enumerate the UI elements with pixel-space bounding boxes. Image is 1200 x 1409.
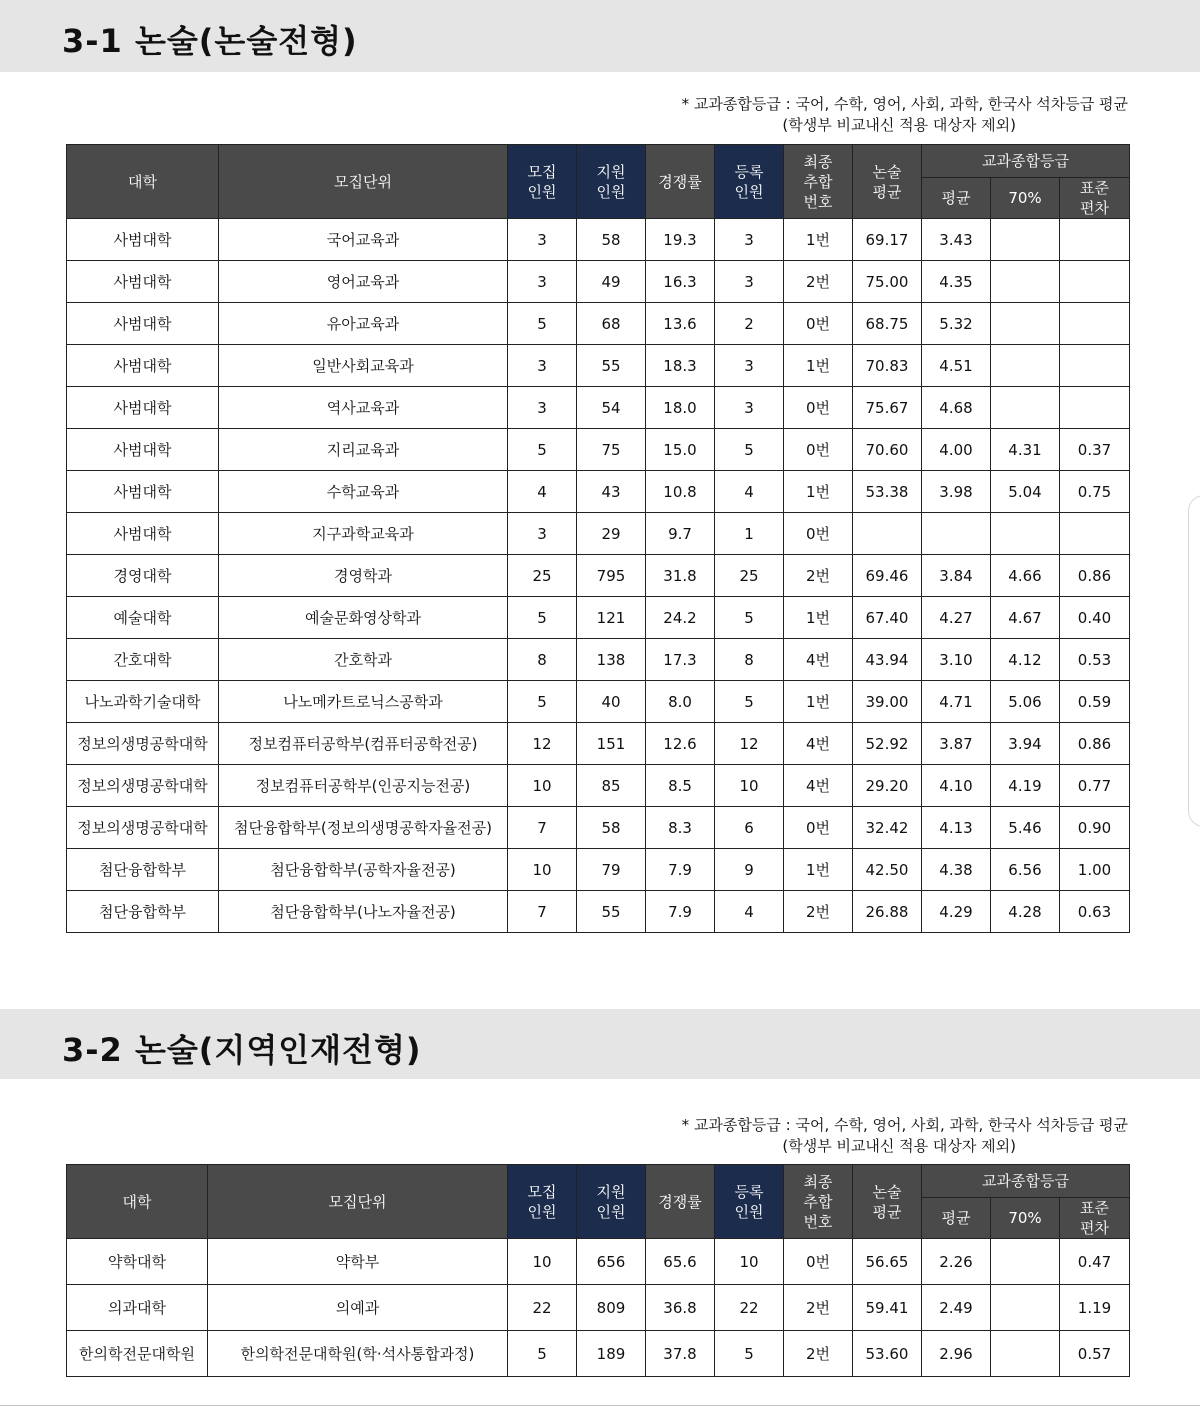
- grade-70-cell: [991, 219, 1060, 261]
- ratio-cell: 31.8: [646, 555, 715, 597]
- college-cell: 정보의생명공학대학: [67, 765, 219, 807]
- grade-70-cell: 4.31: [991, 429, 1060, 471]
- enrolled-cell: 5: [715, 1331, 784, 1377]
- enrolled-cell: 3: [715, 219, 784, 261]
- header-grade-group: 교과종합등급: [922, 1165, 1130, 1198]
- grade-70-cell: [991, 1285, 1060, 1331]
- college-cell: 사범대학: [67, 219, 219, 261]
- table-row: [67, 387, 1130, 429]
- applicants-cell: 151: [577, 723, 646, 765]
- grade-70-cell: [991, 261, 1060, 303]
- unit-cell: 정보컴퓨터공학부(컴퓨터공학전공): [219, 723, 508, 765]
- college-cell: 약학대학: [67, 1239, 208, 1285]
- essay-average-cell: 75.00: [853, 261, 922, 303]
- applicants-cell: 79: [577, 849, 646, 891]
- ratio-cell: 18.3: [646, 345, 715, 387]
- footnote-line: (학생부 비교내신 적용 대상자 제외): [782, 1137, 1016, 1155]
- header-grade-std-dev: 표준 편차: [1060, 178, 1130, 219]
- table-row: [67, 219, 1130, 261]
- unit-cell: 일반사회교육과: [219, 345, 508, 387]
- essay-average-cell: 26.88: [853, 891, 922, 933]
- enrolled-cell: 10: [715, 765, 784, 807]
- college-cell: 간호대학: [67, 639, 219, 681]
- unit-cell: 지구과학교육과: [219, 513, 508, 555]
- applicants-cell: 43: [577, 471, 646, 513]
- section-title: 3-2 논술(지역인재전형): [62, 1031, 422, 1069]
- college-cell: 정보의생명공학대학: [67, 807, 219, 849]
- unit-cell: 국어교육과: [219, 219, 508, 261]
- grade-average-cell: 3.84: [922, 555, 991, 597]
- college-cell: 첨단융합학부: [67, 849, 219, 891]
- grade-std-dev-cell: [1060, 387, 1130, 429]
- header-grade-70: 70%: [991, 1198, 1060, 1239]
- enrolled-cell: 2: [715, 303, 784, 345]
- ratio-cell: 9.7: [646, 513, 715, 555]
- ratio-cell: 24.2: [646, 597, 715, 639]
- table-row: [67, 1239, 1130, 1285]
- grade-70-cell: 4.67: [991, 597, 1060, 639]
- applicants-cell: 85: [577, 765, 646, 807]
- header-quota: 모집 인원: [508, 1165, 577, 1239]
- final-call-cell: 4번: [784, 639, 853, 681]
- final-call-cell: 1번: [784, 219, 853, 261]
- header-final-call: 최종 추합 번호: [784, 145, 853, 219]
- ratio-cell: 13.6: [646, 303, 715, 345]
- essay-average-cell: 70.60: [853, 429, 922, 471]
- table-row: [67, 1285, 1130, 1331]
- header-enrolled: 등록 인원: [715, 1165, 784, 1239]
- header-college: 대학: [67, 1165, 208, 1239]
- header-grade-std-dev: 표준 편차: [1060, 1198, 1130, 1239]
- essay-average-cell: 39.00: [853, 681, 922, 723]
- quota-cell: 5: [508, 303, 577, 345]
- applicants-cell: 55: [577, 345, 646, 387]
- college-cell: 한의학전문대학원: [67, 1331, 208, 1377]
- grade-std-dev-cell: 0.90: [1060, 807, 1130, 849]
- grade-footnote: [682, 94, 1128, 136]
- grade-average-cell: 2.96: [922, 1331, 991, 1377]
- grade-average-cell: 2.49: [922, 1285, 991, 1331]
- applicants-cell: 55: [577, 891, 646, 933]
- grade-70-cell: 4.28: [991, 891, 1060, 933]
- quota-cell: 3: [508, 345, 577, 387]
- college-cell: 예술대학: [67, 597, 219, 639]
- grade-70-cell: [991, 387, 1060, 429]
- ratio-cell: 16.3: [646, 261, 715, 303]
- grade-std-dev-cell: [1060, 513, 1130, 555]
- enrolled-cell: 25: [715, 555, 784, 597]
- unit-cell: 약학부: [208, 1239, 508, 1285]
- enrolled-cell: 3: [715, 345, 784, 387]
- ratio-cell: 17.3: [646, 639, 715, 681]
- grade-std-dev-cell: 0.86: [1060, 555, 1130, 597]
- applicants-cell: 809: [577, 1285, 646, 1331]
- final-call-cell: 0번: [784, 303, 853, 345]
- ratio-cell: 37.8: [646, 1331, 715, 1377]
- enrolled-cell: 6: [715, 807, 784, 849]
- table-row: [67, 429, 1130, 471]
- final-call-cell: 0번: [784, 429, 853, 471]
- grade-average-cell: 4.71: [922, 681, 991, 723]
- divider: [0, 1405, 1200, 1406]
- grade-std-dev-cell: 1.00: [1060, 849, 1130, 891]
- enrolled-cell: 12: [715, 723, 784, 765]
- final-call-cell: 0번: [784, 387, 853, 429]
- quota-cell: 3: [508, 513, 577, 555]
- final-call-cell: 2번: [784, 555, 853, 597]
- essay-average-cell: 43.94: [853, 639, 922, 681]
- applicants-cell: 49: [577, 261, 646, 303]
- college-cell: 사범대학: [67, 303, 219, 345]
- header-essay-average: 논술 평균: [853, 145, 922, 219]
- final-call-cell: 1번: [784, 345, 853, 387]
- unit-cell: 역사교육과: [219, 387, 508, 429]
- grade-std-dev-cell: 0.75: [1060, 471, 1130, 513]
- grade-average-cell: 2.26: [922, 1239, 991, 1285]
- college-cell: 사범대학: [67, 513, 219, 555]
- essay-average-cell: 56.65: [853, 1239, 922, 1285]
- footnote-line: (학생부 비교내신 적용 대상자 제외): [782, 116, 1016, 134]
- quota-cell: 4: [508, 471, 577, 513]
- grade-std-dev-cell: 0.77: [1060, 765, 1130, 807]
- grade-average-cell: 4.27: [922, 597, 991, 639]
- quota-cell: 10: [508, 1239, 577, 1285]
- quota-cell: 3: [508, 387, 577, 429]
- grade-70-cell: 5.46: [991, 807, 1060, 849]
- ratio-cell: 15.0: [646, 429, 715, 471]
- unit-cell: 예술문화영상학과: [219, 597, 508, 639]
- table-row: [67, 681, 1130, 723]
- quota-cell: 22: [508, 1285, 577, 1331]
- final-call-cell: 2번: [784, 261, 853, 303]
- header-unit: 모집단위: [208, 1165, 508, 1239]
- table-row: [67, 723, 1130, 765]
- grade-70-cell: [991, 345, 1060, 387]
- grade-std-dev-cell: 0.40: [1060, 597, 1130, 639]
- final-call-cell: 2번: [784, 1285, 853, 1331]
- ratio-cell: 8.0: [646, 681, 715, 723]
- final-call-cell: 1번: [784, 681, 853, 723]
- grade-70-cell: 5.04: [991, 471, 1060, 513]
- applicants-cell: 68: [577, 303, 646, 345]
- enrolled-cell: 3: [715, 387, 784, 429]
- unit-cell: 첨단융합학부(공학자율전공): [219, 849, 508, 891]
- quota-cell: 3: [508, 261, 577, 303]
- applicants-cell: 58: [577, 807, 646, 849]
- header-ratio: 경쟁률: [646, 1165, 715, 1239]
- quota-cell: 8: [508, 639, 577, 681]
- quota-cell: 5: [508, 1331, 577, 1377]
- grade-70-cell: 4.12: [991, 639, 1060, 681]
- final-call-cell: 4번: [784, 765, 853, 807]
- applicants-cell: 58: [577, 219, 646, 261]
- ratio-cell: 7.9: [646, 891, 715, 933]
- table-row: [67, 765, 1130, 807]
- header-essay-average: 논술 평균: [853, 1165, 922, 1239]
- grade-70-cell: 3.94: [991, 723, 1060, 765]
- unit-cell: 영어교육과: [219, 261, 508, 303]
- college-cell: 사범대학: [67, 387, 219, 429]
- grade-70-cell: 4.19: [991, 765, 1060, 807]
- grade-std-dev-cell: 0.57: [1060, 1331, 1130, 1377]
- table-row: [67, 261, 1130, 303]
- ratio-cell: 18.0: [646, 387, 715, 429]
- header-grade-group: 교과종합등급: [922, 145, 1130, 178]
- college-cell: 사범대학: [67, 471, 219, 513]
- grade-70-cell: [991, 513, 1060, 555]
- grade-std-dev-cell: 0.63: [1060, 891, 1130, 933]
- table-row: [67, 1331, 1130, 1377]
- enrolled-cell: 3: [715, 261, 784, 303]
- section-title: 3-1 논술(논술전형): [62, 22, 358, 60]
- grade-70-cell: [991, 1331, 1060, 1377]
- quota-cell: 3: [508, 219, 577, 261]
- ratio-cell: 7.9: [646, 849, 715, 891]
- grade-average-cell: 4.38: [922, 849, 991, 891]
- ratio-cell: 8.3: [646, 807, 715, 849]
- quota-cell: 7: [508, 807, 577, 849]
- essay-average-cell: 32.42: [853, 807, 922, 849]
- college-cell: 사범대학: [67, 429, 219, 471]
- grade-std-dev-cell: 0.37: [1060, 429, 1130, 471]
- section-header-bar: [0, 1009, 1200, 1079]
- final-call-cell: 2번: [784, 1331, 853, 1377]
- grade-std-dev-cell: 1.19: [1060, 1285, 1130, 1331]
- grade-std-dev-cell: [1060, 219, 1130, 261]
- final-call-cell: 1번: [784, 849, 853, 891]
- header-unit: 모집단위: [219, 145, 508, 219]
- header-applicants: 지원 인원: [577, 145, 646, 219]
- enrolled-cell: 5: [715, 681, 784, 723]
- grade-average-cell: [922, 513, 991, 555]
- essay-average-cell: 53.38: [853, 471, 922, 513]
- grade-std-dev-cell: [1060, 345, 1130, 387]
- ratio-cell: 19.3: [646, 219, 715, 261]
- final-call-cell: 1번: [784, 597, 853, 639]
- final-call-cell: 0번: [784, 1239, 853, 1285]
- ratio-cell: 10.8: [646, 471, 715, 513]
- unit-cell: 지리교육과: [219, 429, 508, 471]
- unit-cell: 경영학과: [219, 555, 508, 597]
- essay-average-cell: 52.92: [853, 723, 922, 765]
- unit-cell: 유아교육과: [219, 303, 508, 345]
- essay-average-cell: [853, 513, 922, 555]
- essay-average-cell: 67.40: [853, 597, 922, 639]
- unit-cell: 정보컴퓨터공학부(인공지능전공): [219, 765, 508, 807]
- results-table-essay: [66, 144, 1130, 933]
- table-row: [67, 639, 1130, 681]
- enrolled-cell: 5: [715, 429, 784, 471]
- grade-average-cell: 4.68: [922, 387, 991, 429]
- grade-70-cell: 4.66: [991, 555, 1060, 597]
- header-grade-average: 평균: [922, 178, 991, 219]
- enrolled-cell: 5: [715, 597, 784, 639]
- enrolled-cell: 4: [715, 471, 784, 513]
- grade-average-cell: 4.51: [922, 345, 991, 387]
- enrolled-cell: 8: [715, 639, 784, 681]
- college-cell: 첨단융합학부: [67, 891, 219, 933]
- applicants-cell: 656: [577, 1239, 646, 1285]
- essay-average-cell: 59.41: [853, 1285, 922, 1331]
- college-cell: 의과대학: [67, 1285, 208, 1331]
- essay-average-cell: 68.75: [853, 303, 922, 345]
- final-call-cell: 0번: [784, 513, 853, 555]
- college-cell: 경영대학: [67, 555, 219, 597]
- header-grade-average: 평균: [922, 1198, 991, 1239]
- enrolled-cell: 22: [715, 1285, 784, 1331]
- header-college: 대학: [67, 145, 219, 219]
- applicants-cell: 54: [577, 387, 646, 429]
- quota-cell: 5: [508, 597, 577, 639]
- unit-cell: 나노메카트로닉스공학과: [219, 681, 508, 723]
- table-row: [67, 891, 1130, 933]
- grade-average-cell: 3.10: [922, 639, 991, 681]
- grade-std-dev-cell: 0.47: [1060, 1239, 1130, 1285]
- footnote-line: * 교과종합등급 : 국어, 수학, 영어, 사회, 과학, 한국사 석차등급 평균: [681, 95, 1128, 113]
- quota-cell: 5: [508, 429, 577, 471]
- ratio-cell: 12.6: [646, 723, 715, 765]
- enrolled-cell: 10: [715, 1239, 784, 1285]
- enrolled-cell: 1: [715, 513, 784, 555]
- grade-std-dev-cell: [1060, 303, 1130, 345]
- final-call-cell: 0번: [784, 807, 853, 849]
- table-row: [67, 345, 1130, 387]
- grade-average-cell: 4.13: [922, 807, 991, 849]
- applicants-cell: 138: [577, 639, 646, 681]
- essay-average-cell: 53.60: [853, 1331, 922, 1377]
- grade-std-dev-cell: 0.59: [1060, 681, 1130, 723]
- quota-cell: 7: [508, 891, 577, 933]
- grade-footnote: [682, 1115, 1128, 1157]
- enrolled-cell: 4: [715, 891, 784, 933]
- applicants-cell: 40: [577, 681, 646, 723]
- unit-cell: 수학교육과: [219, 471, 508, 513]
- table-row: [67, 555, 1130, 597]
- header-quota: 모집 인원: [508, 145, 577, 219]
- essay-average-cell: 69.46: [853, 555, 922, 597]
- grade-70-cell: 6.56: [991, 849, 1060, 891]
- grade-std-dev-cell: 0.53: [1060, 639, 1130, 681]
- final-call-cell: 2번: [784, 891, 853, 933]
- quota-cell: 25: [508, 555, 577, 597]
- grade-average-cell: 3.87: [922, 723, 991, 765]
- unit-cell: 첨단융합학부(나노자율전공): [219, 891, 508, 933]
- scroll-indicator[interactable]: [1188, 495, 1200, 827]
- section-header-bar: [0, 0, 1200, 72]
- essay-average-cell: 75.67: [853, 387, 922, 429]
- header-enrolled: 등록 인원: [715, 145, 784, 219]
- applicants-cell: 189: [577, 1331, 646, 1377]
- essay-average-cell: 69.17: [853, 219, 922, 261]
- grade-70-cell: 5.06: [991, 681, 1060, 723]
- applicants-cell: 795: [577, 555, 646, 597]
- essay-average-cell: 42.50: [853, 849, 922, 891]
- table-row: [67, 849, 1130, 891]
- table-row: [67, 513, 1130, 555]
- college-cell: 나노과학기술대학: [67, 681, 219, 723]
- table-row: [67, 597, 1130, 639]
- unit-cell: 한의학전문대학원(학·석사통합과정): [208, 1331, 508, 1377]
- header-ratio: 경쟁률: [646, 145, 715, 219]
- college-cell: 사범대학: [67, 345, 219, 387]
- grade-std-dev-cell: [1060, 261, 1130, 303]
- grade-std-dev-cell: 0.86: [1060, 723, 1130, 765]
- header-final-call: 최종 추합 번호: [784, 1165, 853, 1239]
- final-call-cell: 1번: [784, 471, 853, 513]
- grade-average-cell: 4.35: [922, 261, 991, 303]
- unit-cell: 의예과: [208, 1285, 508, 1331]
- college-cell: 정보의생명공학대학: [67, 723, 219, 765]
- grade-70-cell: [991, 1239, 1060, 1285]
- applicants-cell: 121: [577, 597, 646, 639]
- quota-cell: 12: [508, 723, 577, 765]
- applicants-cell: 29: [577, 513, 646, 555]
- footnote-line: * 교과종합등급 : 국어, 수학, 영어, 사회, 과학, 한국사 석차등급 평균: [681, 1116, 1128, 1134]
- grade-average-cell: 3.98: [922, 471, 991, 513]
- grade-average-cell: 4.10: [922, 765, 991, 807]
- college-cell: 사범대학: [67, 261, 219, 303]
- table-row: [67, 471, 1130, 513]
- essay-average-cell: 70.83: [853, 345, 922, 387]
- table-row: [67, 303, 1130, 345]
- header-applicants: 지원 인원: [577, 1165, 646, 1239]
- quota-cell: 10: [508, 849, 577, 891]
- final-call-cell: 4번: [784, 723, 853, 765]
- header-grade-70: 70%: [991, 178, 1060, 219]
- table-row: [67, 807, 1130, 849]
- grade-average-cell: 4.00: [922, 429, 991, 471]
- essay-average-cell: 29.20: [853, 765, 922, 807]
- quota-cell: 5: [508, 681, 577, 723]
- quota-cell: 10: [508, 765, 577, 807]
- enrolled-cell: 9: [715, 849, 784, 891]
- grade-average-cell: 4.29: [922, 891, 991, 933]
- ratio-cell: 36.8: [646, 1285, 715, 1331]
- grade-average-cell: 3.43: [922, 219, 991, 261]
- grade-70-cell: [991, 303, 1060, 345]
- unit-cell: 간호학과: [219, 639, 508, 681]
- ratio-cell: 8.5: [646, 765, 715, 807]
- unit-cell: 첨단융합학부(정보의생명공학자율전공): [219, 807, 508, 849]
- grade-average-cell: 5.32: [922, 303, 991, 345]
- ratio-cell: 65.6: [646, 1239, 715, 1285]
- results-table-regional: [66, 1164, 1130, 1377]
- applicants-cell: 75: [577, 429, 646, 471]
